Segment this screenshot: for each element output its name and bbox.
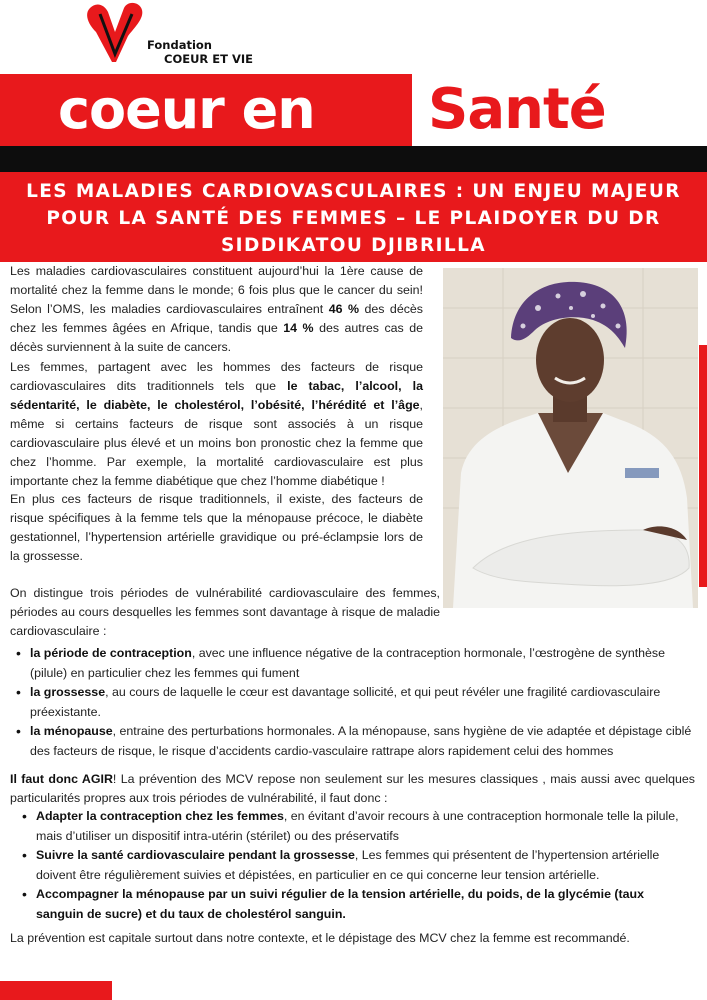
masthead-title-part2: Santé xyxy=(428,77,606,142)
period-text: , entraine des perturbations hormonales. A la ménopause, sans hygiène de vie adaptée et dépistage ciblé des facteurs de risque, le risque d’accidents cardio-vasculaire rattrape alors rapidement celui des hommes xyxy=(30,724,692,758)
risk-factors-list: le tabac, l’alcool, la sédentarité, le diabète, le cholestérol, l’obésité, l’hérédité et l’âge xyxy=(10,379,423,412)
side-accent-bar xyxy=(699,345,707,587)
paragraph-call-to-action xyxy=(10,770,695,808)
cta-bold: Il faut donc AGIR xyxy=(10,772,113,786)
foundation-line2: COEUR ET VIE xyxy=(164,52,254,66)
paragraph-intro xyxy=(10,262,423,357)
paragraph-specific-factors: En plus ces facteurs de risque traditionnels, il existe, des facteurs de risque spécifiques à la femme tels que la ménopause précoce, le diabète gestationnel, l’hypertension artérielle gravidique ou pré-éclampsie lors de la grossesse. xyxy=(10,492,423,563)
intro-text-e: des autres cas de décès surviennent à la suite de cancers. xyxy=(10,321,424,354)
divider-bar xyxy=(0,146,707,172)
action-text: , en évitant d’avoir recours à une contraception hormonale telle la pilule, mais d’utiliser un dispositif intra-utérin (stérilet) ou des préservatifs xyxy=(36,809,679,843)
paragraph-vulnerability-periods: On distingue trois périodes de vulnérabilité cardiovasculaire des femmes, périodes au cours desquelles les femmes sont davantage à risque de maladie cardiovasculaire : xyxy=(10,586,440,638)
period-title: la période de contraception xyxy=(30,646,192,660)
period-text: , avec une influence négative de la contraception hormonale, l’œstrogène de synthèse (pilule) en particulier chez les femmes qui fument xyxy=(30,646,666,680)
intro-stat-14: 14 % xyxy=(283,321,314,335)
action-title: Adapter la contraception chez les femmes xyxy=(36,809,284,823)
period-text: , au cours de laquelle le cœur est davantage sollicité, et qui peut révéler une fragilité cardiovasculaire préexistante. xyxy=(30,685,661,719)
foundation-name xyxy=(147,38,253,66)
action-title: Suivre la santé cardiovasculaire pendant la grossesse xyxy=(36,848,355,862)
article-headline: LES MALADIES CARDIOVASCULAIRES : UN ENJEU MAJEUR POUR LA SANTÉ DES FEMMES – LE PLAIDOYER DU DR SIDDIKATOU DJIBRILLA xyxy=(26,181,681,256)
intro-text-c: des décès chez les femmes âgées en Afrique, tandis que xyxy=(10,302,423,335)
paragraph-risk-factors xyxy=(10,358,423,491)
period-title: la ménopause xyxy=(30,724,113,738)
paragraph-conclusion: La prévention est capitale surtout dans notre contexte, et le dépistage des MCV chez la femme est recommandé. xyxy=(10,931,630,945)
risk-text-c: , même si certains facteurs de risque sont associés à un risque cardiovasculaire plus élevé et un moins bon pronostic chez la femme que chez l’homme. Par exemple, la mortalité cardiovasculaire est plus importante chez la femme diabétique que chez l’homme diabétique ! xyxy=(10,398,423,488)
foundation-line1: Fondation xyxy=(147,38,212,52)
intro-text-a: Les maladies cardiovasculaires constituent aujourd’hui la 1ère cause de mortalité chez la femme dans le monde; 6 fois plus que le cancer du sein! Selon l’OMS, les maladies cardiovasculaires entraînent xyxy=(10,264,423,316)
list-item xyxy=(14,683,694,722)
masthead xyxy=(0,74,707,146)
period-title: la grossesse xyxy=(30,685,106,699)
doctor-portrait-photo xyxy=(443,268,698,608)
action-text: , Les femmes qui présentent de l’hypertension artérielle doivent être régulièrement suivies et dépistées, en particulier en ce qui concerne leur tension artérielle. xyxy=(36,848,660,882)
list-item xyxy=(20,885,694,924)
action-title: Accompagner la ménopause par un suivi régulier de la tension artérielle, du poids, de la glycémie (taux sanguin de sucre) et du taux de cholestérol sanguin. xyxy=(36,887,645,921)
prevention-actions-list xyxy=(20,807,694,924)
list-item xyxy=(20,846,694,885)
list-item xyxy=(14,644,694,683)
risk-text-a: Les femmes, partagent avec les hommes des facteurs de risque cardiovasculaires dits traditionnels tels que xyxy=(10,360,423,393)
list-item xyxy=(20,807,694,846)
list-item xyxy=(14,722,694,761)
cta-text: ! La prévention des MCV repose non seulement sur les mesures classiques , mais aussi avec quelques particularités propres aux trois périodes de vulnérabilité, il faut donc : xyxy=(10,772,695,805)
vulnerability-periods-list xyxy=(14,644,694,761)
masthead-title-part1: coeur en xyxy=(58,78,315,141)
heart-v-logo-icon xyxy=(86,2,146,64)
intro-stat-46: 46 % xyxy=(328,302,359,316)
footer-accent-bar xyxy=(0,981,112,1000)
